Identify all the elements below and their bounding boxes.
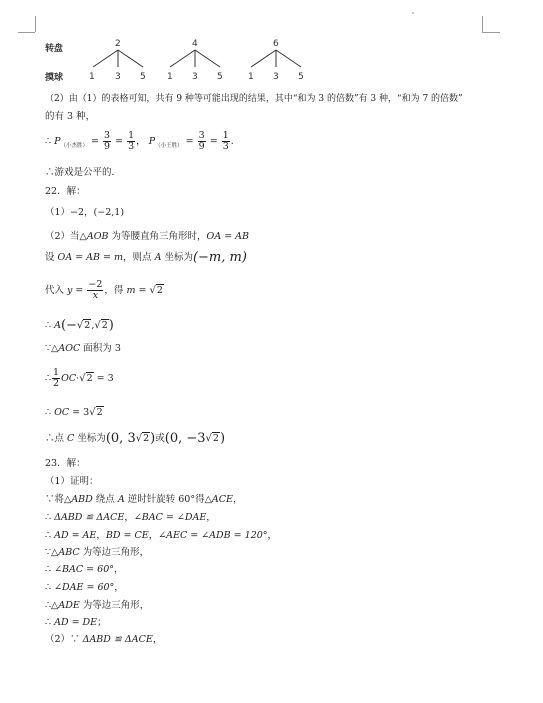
math: (−m, m) <box>192 250 247 265</box>
equals: = <box>185 136 194 147</box>
text: ∴ <box>45 320 55 331</box>
text: ， <box>152 634 163 645</box>
numerator: 3 <box>198 130 205 141</box>
tree-leaf: 1 <box>248 72 254 82</box>
text: 为等腰直角三角形时， <box>108 231 207 242</box>
text: = 3 <box>69 407 90 418</box>
equals: = <box>209 136 218 147</box>
numerator: 1 <box>128 130 135 141</box>
text: ， <box>114 564 124 575</box>
speck <box>412 12 414 14</box>
radicand: 2 <box>86 373 93 384</box>
fraction <box>222 131 230 152</box>
text: ∴点 <box>45 433 68 444</box>
comma: ， <box>136 136 146 147</box>
paragraph-line: （1）证明： <box>45 476 99 487</box>
probability-line <box>45 131 240 152</box>
text: ∴ <box>45 407 55 418</box>
paragraph-line <box>45 319 114 332</box>
math: ACE <box>211 494 233 505</box>
crop-mark-top-right-horizontal <box>482 32 500 33</box>
radical-sign: √ <box>79 373 86 384</box>
tree-top: 2 <box>115 39 121 49</box>
text: ∴△ <box>45 600 59 611</box>
radical-sign: √ <box>205 433 212 444</box>
math: (− <box>60 318 77 333</box>
math: (0, 3 <box>105 431 136 446</box>
denominator: 9 <box>198 141 205 152</box>
tree-top: 4 <box>192 39 198 49</box>
radicand: 2 <box>84 320 91 331</box>
text: 绕点 <box>92 494 118 505</box>
text: , <box>91 320 95 331</box>
radical-sign: √ <box>94 320 101 331</box>
math: AOB <box>86 231 109 242</box>
math: ) <box>108 318 114 333</box>
prob-symbol: P <box>148 136 156 147</box>
crop-mark-top-left-horizontal <box>18 32 35 33</box>
equals: = <box>91 136 99 147</box>
fraction <box>103 131 111 152</box>
radicand: 2 <box>212 433 219 444</box>
denominator: 9 <box>104 141 111 152</box>
math: ΔABD ≌ ΔACE <box>54 512 125 523</box>
denominator: 2 <box>53 378 60 389</box>
math: ΔABD ≌ ΔACE <box>82 634 153 645</box>
text: ， <box>232 494 243 505</box>
radicand: 2 <box>143 433 150 444</box>
text: 或 <box>155 433 165 444</box>
text: ∴ <box>45 373 52 384</box>
math: C <box>67 433 75 444</box>
text: ， <box>96 530 106 541</box>
radicand: 2 <box>156 285 163 296</box>
paragraph-line <box>45 406 104 419</box>
math: ABC <box>58 547 80 558</box>
paragraph-line <box>45 343 121 355</box>
text: = <box>135 285 150 296</box>
paragraph-line <box>45 252 247 264</box>
text: ， <box>148 530 159 541</box>
math: ∠BAC = ∠DAE <box>133 512 207 523</box>
tree-leaf: 5 <box>217 72 223 82</box>
tree-leaf: 3 <box>273 72 279 82</box>
math: m <box>126 285 136 296</box>
problem-heading: 23．解： <box>45 458 86 469</box>
denominator: 3 <box>128 141 135 152</box>
math: OC <box>54 407 70 418</box>
text: ∵△ <box>45 343 59 354</box>
text: ， <box>124 512 134 523</box>
text: ； <box>97 617 107 628</box>
row-label-ball: 摸球 <box>45 73 64 83</box>
radical-sign: √ <box>149 285 156 296</box>
math: A <box>54 320 61 331</box>
math: ABD <box>71 494 93 505</box>
math: ∠DAE = 60° <box>54 582 115 593</box>
text: ，则点 <box>123 252 155 263</box>
period: ． <box>230 136 241 147</box>
fraction <box>127 131 135 152</box>
fraction <box>198 131 206 152</box>
prob-symbol: P <box>54 136 61 147</box>
paragraph-line: 的有 3 种， <box>45 111 96 122</box>
denominator: 3 <box>222 141 229 152</box>
text: 坐标为 <box>74 433 106 444</box>
text: · <box>76 373 80 384</box>
paragraph-line <box>45 634 162 646</box>
paragraph-line <box>45 494 242 506</box>
equals: = <box>115 136 124 147</box>
numerator: 1 <box>222 130 229 141</box>
text: 坐标为 <box>161 252 193 263</box>
radicand: 2 <box>101 320 108 331</box>
radical-sign: √ <box>76 320 84 331</box>
text: 面积为 3 <box>80 343 121 354</box>
numerator: 3 <box>104 130 111 141</box>
fraction <box>87 280 103 301</box>
text: ，得 <box>104 285 127 296</box>
text: = <box>72 285 87 296</box>
prob-subscript: （小王胜） <box>155 142 183 149</box>
text: 代入 <box>45 285 68 296</box>
radical-sign: √ <box>89 407 96 418</box>
tree-leaf: 5 <box>140 72 146 82</box>
paragraph-line <box>45 231 249 243</box>
tree-leaf: 3 <box>115 72 121 82</box>
math: ) <box>150 431 156 446</box>
tree-branches <box>0 0 543 100</box>
text: ∵△ <box>45 547 59 558</box>
radical-sign: √ <box>135 433 143 444</box>
text: ∵将△ <box>45 494 72 505</box>
paragraph-line <box>45 530 277 542</box>
text: 逆时针旋转 60°得△ <box>124 494 212 505</box>
math: y <box>67 285 73 296</box>
crop-mark-top-right-vertical <box>482 16 483 32</box>
text: 设 <box>45 252 58 263</box>
paragraph-line <box>45 564 124 576</box>
text: 为等边三角形， <box>79 547 150 558</box>
tree-leaf: 1 <box>167 72 173 82</box>
text: = 3 <box>93 373 114 384</box>
substitution-line <box>45 280 164 301</box>
paragraph-line <box>45 617 107 629</box>
tree-leaf: 3 <box>192 72 198 82</box>
tree-top: 6 <box>273 39 279 49</box>
math: ∠BAC = 60° <box>54 564 114 575</box>
math: ) <box>219 431 226 446</box>
math: OC <box>61 373 77 384</box>
fraction <box>52 368 60 389</box>
area-equation-line <box>45 368 114 389</box>
prob-subscript: （小杰胜） <box>60 142 88 149</box>
row-label-spinner: 转盘 <box>45 44 64 54</box>
math: BD = CE <box>105 530 149 541</box>
math: AD = AE <box>54 530 97 541</box>
math: OA = AB = m <box>57 252 124 263</box>
paragraph-line: （1）−2，(−2,1) <box>45 207 125 218</box>
paragraph-line <box>45 547 149 559</box>
text: ∴ <box>45 617 55 628</box>
paragraph-line: ∴游戏是公平的． <box>45 167 122 178</box>
text: ， <box>206 512 216 523</box>
math: OA = AB <box>206 231 250 242</box>
paragraph-line: （2）由（1）的表格可知，共有 9 种等可能出现的结果，其中“和为 3 的倍数”有 3 种，“和为 7 的倍数” <box>45 94 463 104</box>
math: (0, −3 <box>164 431 206 446</box>
math: ADE <box>58 600 80 611</box>
crop-mark-top-left-vertical <box>35 16 36 32</box>
text: （2）∵ <box>45 634 83 645</box>
text: ∴ <box>45 512 55 523</box>
math: A <box>154 252 162 263</box>
denominator: x <box>92 290 99 301</box>
numerator: −2 <box>88 279 103 290</box>
math: A <box>117 494 125 505</box>
text: （2）当△ <box>45 231 87 242</box>
text: ， <box>114 582 124 593</box>
problem-heading: 22．解： <box>45 186 86 197</box>
therefore-symbol: ∴ <box>45 136 52 147</box>
text: 为等边三角形， <box>79 600 150 611</box>
text: ∴ <box>45 582 55 593</box>
math: AD = DE <box>54 617 98 628</box>
text: ∴ <box>45 564 55 575</box>
text: ， <box>267 530 278 541</box>
math: AOC <box>58 343 81 354</box>
numerator: 1 <box>53 367 60 378</box>
paragraph-line <box>45 512 216 524</box>
text: ∴ <box>45 530 55 541</box>
tree-leaf: 5 <box>298 72 304 82</box>
paragraph-line <box>45 600 149 612</box>
radicand: 2 <box>96 407 103 418</box>
math: ∠AEC = ∠ADB = 120° <box>158 530 268 541</box>
paragraph-line <box>45 582 124 594</box>
paragraph-line <box>45 432 225 445</box>
tree-leaf: 1 <box>89 72 95 82</box>
